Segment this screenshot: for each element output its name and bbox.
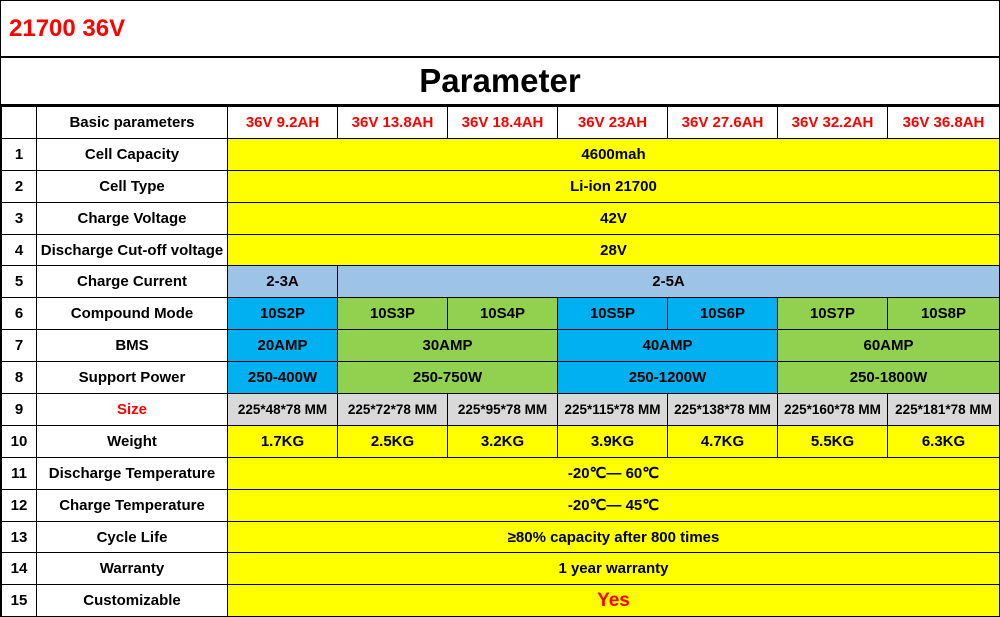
row-number: 2: [2, 170, 37, 202]
table-row: [2, 170, 1000, 202]
row-value: 225*115*78 MM: [558, 394, 668, 426]
row-value: 225*181*78 MM: [888, 394, 1000, 426]
header-num-cell: [2, 107, 37, 139]
row-number: 12: [2, 489, 37, 521]
row-value: 1 year warranty: [228, 553, 1000, 585]
row-value: 225*72*78 MM: [338, 394, 448, 426]
row-label: Warranty: [37, 553, 228, 585]
table-row: [2, 330, 1000, 362]
table-row: [2, 202, 1000, 234]
row-number: 4: [2, 234, 37, 266]
row-number: 7: [2, 330, 37, 362]
row-label: Compound Mode: [37, 298, 228, 330]
row-value: 225*95*78 MM: [448, 394, 558, 426]
row-number: 8: [2, 362, 37, 394]
row-value: 42V: [228, 202, 1000, 234]
row-label: Customizable: [37, 585, 228, 617]
row-value: 250-400W: [228, 362, 338, 394]
table-row: [2, 425, 1000, 457]
row-value: 60AMP: [778, 330, 1000, 362]
row-value: -20℃— 60℃: [228, 457, 1000, 489]
row-value: 5.5KG: [778, 425, 888, 457]
row-value: 250-750W: [338, 362, 558, 394]
row-label: Discharge Temperature: [37, 457, 228, 489]
row-value: 250-1200W: [558, 362, 778, 394]
row-value: -20℃— 45℃: [228, 489, 1000, 521]
row-label: BMS: [37, 330, 228, 362]
parameter-banner: Parameter: [1, 58, 999, 106]
row-number: 5: [2, 266, 37, 298]
row-value: 2.5KG: [338, 425, 448, 457]
row-value: 225*48*78 MM: [228, 394, 338, 426]
row-value: 1.7KG: [228, 425, 338, 457]
row-value: 2-3A: [228, 266, 338, 298]
row-value: 10S7P: [778, 298, 888, 330]
row-value: 10S4P: [448, 298, 558, 330]
row-value: 6.3KG: [888, 425, 1000, 457]
table-row: [2, 266, 1000, 298]
row-label: Charge Current: [37, 266, 228, 298]
table-row: [2, 521, 1000, 553]
row-value: 225*160*78 MM: [778, 394, 888, 426]
table-row: [2, 489, 1000, 521]
table-row: [2, 138, 1000, 170]
row-value: 3.2KG: [448, 425, 558, 457]
row-label: Discharge Cut-off voltage: [37, 234, 228, 266]
model-header: 36V 32.2AH: [778, 107, 888, 139]
row-value: 20AMP: [228, 330, 338, 362]
row-value: 28V: [228, 234, 1000, 266]
row-label: Support Power: [37, 362, 228, 394]
row-label: Cell Type: [37, 170, 228, 202]
row-value: 4.7KG: [668, 425, 778, 457]
table-row: [2, 298, 1000, 330]
row-number: 6: [2, 298, 37, 330]
row-number: 10: [2, 425, 37, 457]
table-row: [2, 585, 1000, 617]
row-number: 11: [2, 457, 37, 489]
table-row: [2, 553, 1000, 585]
header-row: [2, 107, 1000, 139]
row-value: Li-ion 21700: [228, 170, 1000, 202]
row-label: Cycle Life: [37, 521, 228, 553]
row-value: 250-1800W: [778, 362, 1000, 394]
row-number: 13: [2, 521, 37, 553]
model-header: 36V 27.6AH: [668, 107, 778, 139]
model-header: 36V 18.4AH: [448, 107, 558, 139]
row-value: 10S6P: [668, 298, 778, 330]
model-header: 36V 36.8AH: [888, 107, 1000, 139]
row-number: 3: [2, 202, 37, 234]
table-row: [2, 457, 1000, 489]
row-value: 4600mah: [228, 138, 1000, 170]
row-value: Yes: [228, 585, 1000, 617]
row-number: 15: [2, 585, 37, 617]
row-label: Weight: [37, 425, 228, 457]
row-value: 10S5P: [558, 298, 668, 330]
row-label: Charge Temperature: [37, 489, 228, 521]
row-value: 2-5A: [338, 266, 1000, 298]
table-row: [2, 234, 1000, 266]
header-label: Basic parameters: [37, 107, 228, 139]
table-row: [2, 394, 1000, 426]
row-value: 30AMP: [338, 330, 558, 362]
row-value: 10S8P: [888, 298, 1000, 330]
model-header: 36V 13.8AH: [338, 107, 448, 139]
parameter-table: [1, 106, 1000, 617]
row-value: 10S2P: [228, 298, 338, 330]
product-title: 21700 36V: [1, 1, 999, 58]
table-row: [2, 362, 1000, 394]
row-value: 10S3P: [338, 298, 448, 330]
row-value: ≥80% capacity after 800 times: [228, 521, 1000, 553]
model-header: 36V 23AH: [558, 107, 668, 139]
row-label: Cell Capacity: [37, 138, 228, 170]
row-number: 14: [2, 553, 37, 585]
row-number: 9: [2, 394, 37, 426]
row-value: 225*138*78 MM: [668, 394, 778, 426]
model-header: 36V 9.2AH: [228, 107, 338, 139]
row-label: Size: [37, 394, 228, 426]
row-value: 40AMP: [558, 330, 778, 362]
row-value: 3.9KG: [558, 425, 668, 457]
row-number: 1: [2, 138, 37, 170]
row-label: Charge Voltage: [37, 202, 228, 234]
